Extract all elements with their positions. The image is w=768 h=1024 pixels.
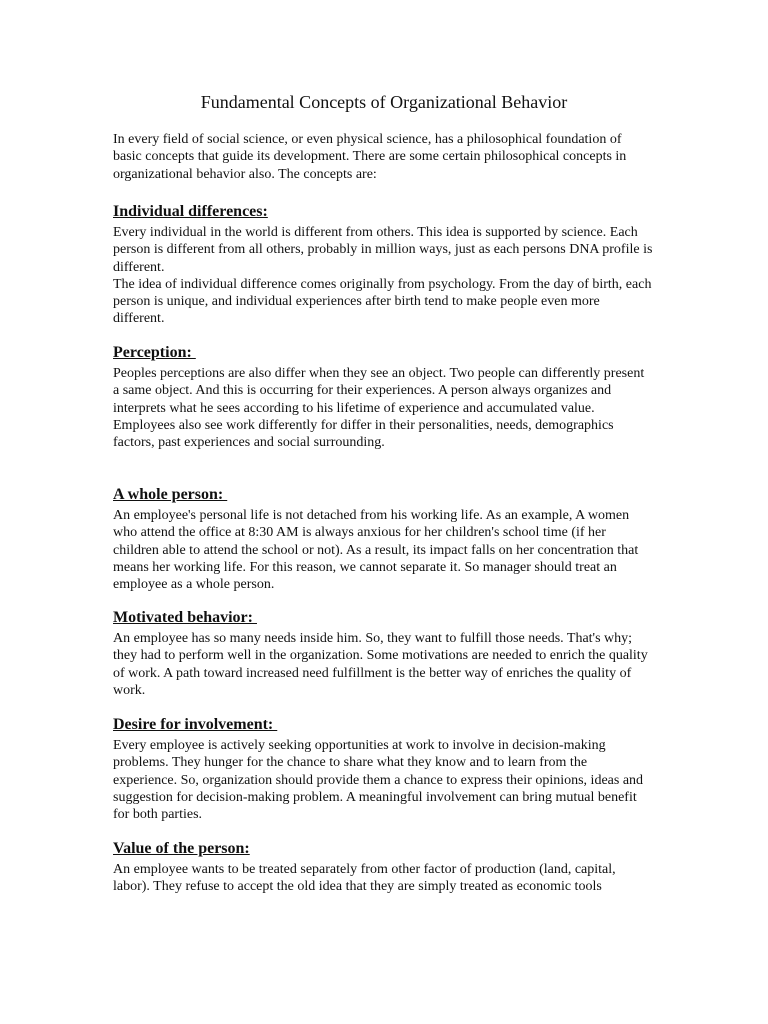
section-value-of-the-person bbox=[113, 839, 653, 896]
section-motivated-behavior bbox=[113, 608, 653, 699]
section-heading: Perception: bbox=[113, 344, 196, 361]
section-paragraph: An employee wants to be treated separately from other factor of production (land, capital, labor). They refuse to accept the old idea that they are simply treated as economic tools bbox=[113, 862, 616, 895]
section-paragraph: An employee has so many needs inside him. So, they want to fulfill those needs. That's why; they had to perform well in the organization. Some motivations are needed to enrich the quality of work. A path toward increased need fulfillment is the better way of enriches the quality of work. bbox=[113, 631, 648, 698]
section-perception bbox=[113, 343, 653, 451]
section-heading: Motivated behavior: bbox=[113, 609, 257, 626]
section-paragraph: Every employee is actively seeking opportunities at work to involve in decision-making problems. They hunger for the chance to share what they know and to learn from the experience. So, organization should provide them a chance to express their opinions, ideas and suggestion for decision-making problem. A meaningful involvement can bring mutual benefit for both parties. bbox=[113, 738, 644, 823]
section-whole-person bbox=[113, 485, 653, 593]
section-individual-differences bbox=[113, 202, 653, 328]
section-heading: A whole person: bbox=[113, 486, 228, 503]
section-paragraph: Peoples perceptions are also differ when they see an object. Two people can differently present a same object. And this is occurring for their experiences. A person always organizes and interprets what he sees according to his lifetime of experience and accumulated value. bbox=[113, 366, 645, 416]
section-paragraph: Employees also see work differently for differ in their personalities, needs, demographics factors, past experiences and social surrounding. bbox=[113, 417, 614, 451]
intro-paragraph: In every field of social science, or even physical science, has a philosophical foundation of basic concepts that guide its development. There are some certain philosophical concepts in organizational behavior also. The concepts are: bbox=[113, 132, 627, 182]
section-paragraph: Every individual in the world is different from others. This idea is supported by science. Each person is different from all others, probably in million ways, just as each persons DNA profile is different. bbox=[113, 225, 653, 275]
section-desire-for-involvement bbox=[113, 715, 653, 823]
section-paragraph: An employee's personal life is not detached from his working life. As an example, A women who attend the office at 8:30 AM is always anxious for her children's school time (if her children able to attend the school or not). As a result, its impact falls on her concentration that means her working life. For this reason, we cannot separate it. So manager should treat an employee as a whole person. bbox=[113, 508, 639, 593]
section-heading: Desire for involvement: bbox=[113, 716, 278, 733]
section-heading: Individual differences: bbox=[113, 203, 268, 220]
document-title: Fundamental Concepts of Organizational Behavior bbox=[200, 92, 568, 112]
section-heading: Value of the person: bbox=[113, 840, 250, 857]
section-paragraph: The idea of individual difference comes originally from psychology. From the day of birth, each person is unique, and individual experiences after birth tend to make people even more different. bbox=[113, 276, 652, 327]
